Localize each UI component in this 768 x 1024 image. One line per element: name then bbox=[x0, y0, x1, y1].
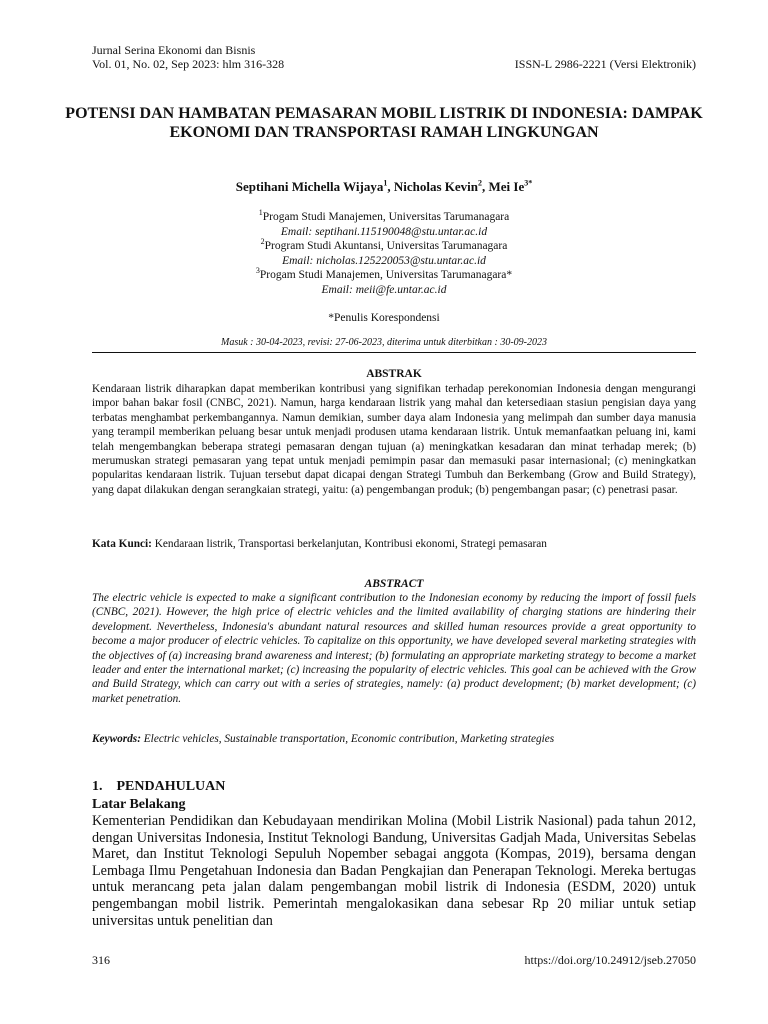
abstrak-heading: ABSTRAK bbox=[366, 368, 422, 380]
doi-link[interactable]: https://doi.org/10.24912/jseb.27050 bbox=[524, 953, 696, 967]
abstrak-text: Kendaraan listrik diharapkan dapat memberikan kontribusi yang signifikan terhadap perekonomian Indonesia dengan mengurangi impor bahan bakar fosil (CNBC, 2021). Namun, harga kendaraan listrik yang mahal dan ketersediaan stasiun pengisian daya yang terbatas menghambat perkembangannya. Namun demikian, sumber daya alam Indonesia yang melimpah dan sumber daya manusia yang terampil memberikan peluang besar untuk menjadi produsen utama kendaraan listrik. Untuk memanfaatkan peluang ini, kami telah mengembangkan beberapa strategi pemasaran dengan tujuan (a) meningkatkan kesadaran dan minat terhadap merek; (b) merumuskan strategi pemasaran yang tepat untuk menjadi pemimpin pasar dan memasuki pasar internasional; (c) meningkatkan popularitas kendaraan listrik. Tujuan tersebut dapat dicapai dengan Strategi Tumbuh dan Berkembang (Grow and Build Strategy), yang dapat dilakukan dengan serangkaian strategi, yaitu: (a) pengembangan produk; (b) pengembangan pasar; (c) penetrasi pasar. bbox=[92, 383, 696, 496]
paper-title: POTENSI DAN HAMBATAN PEMASARAN MOBIL LISTRIK DI INDONESIA: DAMPAK EKONOMI DAN TRANSPORTASI RAMAH LINGKUNGAN bbox=[65, 105, 703, 141]
abstract-text: The electric vehicle is expected to make a significant contribution to the Indonesian economy by reducing the import of fossil fuels (CNBC, 2021). However, the high price of electric vehicles and the limited availability of charging stations are hindering their development. Nevertheless, Indonesia's abundant natural resources and skilled human resources provide a great opportunity to become a major producer of electric vehicles. To capitalize on this opportunity, we have developed several marketing strategies with the objectives of (a) increasing brand awareness and interest; (b) formulating an appropriate marketing strategy to become a market leader and enter the international market; (c) increasing the popularity of electric vehicles. This goal can be achieved with the Grow and Build Strategy, which can carry out with a series of strategies, namely: (a) product development; (b) market development; (c) market penetration. bbox=[92, 592, 696, 705]
author-list: Septihani Michella Wijaya$^1$, Nicholas Kevin$^2$, Mei $Ie^{3*}$ bbox=[235, 178, 533, 194]
affiliation-text: Program Studi Akuntansi, Universitas Tarumanagara bbox=[264, 240, 508, 253]
affiliation bbox=[60, 210, 708, 225]
divider bbox=[92, 352, 696, 353]
affiliation-sup: 1 bbox=[258, 208, 263, 218]
affiliation-sup: 3 bbox=[255, 266, 260, 276]
volume-info: Vol. 01, No. 02, Sep 2023: hlm 316-328 bbox=[92, 57, 285, 71]
page-number: 316 bbox=[92, 953, 110, 967]
body-paragraph: Kementerian Pendidikan dan Kebudayaan mendirikan Molina (Mobil Listrik Nasional) pada tahun 2012, dengan Universitas Indonesia, Institut Teknologi Bandung, Universitas Gadjah Mada, Universitas Sebelas Maret, dan Institut Teknologi Sepuluh Nopember sebagai anggota (Kompas, 2019), bersama dengan Lembaga Ilmu Pengetahuan Indonesia dan Badan Pengkajian dan Penerapan Teknologi. Mereka bertugas untuk merancang peta jalan dalam pengembangan mobil listrik di Indonesia (ESDM, 2020) untuk pengembangan mobil listrik. Pemerintah mengalokasikan dana sebesar Rp 20 miliar untuk setiap universitas untuk penelitian dan bbox=[92, 813, 696, 929]
author-sup: 1 bbox=[383, 178, 388, 188]
keywords-label: Kata Kunci: bbox=[92, 538, 152, 550]
submission-dates: Masuk : 30-04-2023, revisi: 27-06-2023, diterima untuk diterbitkan : 30-09-2023 bbox=[221, 337, 547, 348]
abstract-heading: ABSTRACT bbox=[364, 578, 424, 590]
affiliation-text: Progam Studi Manajemen, Universitas Tarumanagara* bbox=[259, 269, 513, 282]
affiliation-sup: 2 bbox=[260, 237, 265, 247]
affiliation bbox=[60, 239, 708, 254]
keywords bbox=[92, 733, 696, 745]
author-sup: 3* bbox=[524, 178, 533, 188]
issn: ISSN-L 2986-2221 (Versi Elektronik) bbox=[514, 57, 696, 71]
author-sup: 2 bbox=[478, 178, 482, 188]
affiliation-email[interactable] bbox=[60, 225, 708, 240]
corresponding-author-note: *Penulis Korespondensi bbox=[328, 312, 440, 324]
affiliation bbox=[60, 268, 708, 283]
author-name: Mei Ie bbox=[488, 179, 525, 194]
author-name: Nicholas Kevin bbox=[393, 179, 478, 194]
keywords-text: Electric vehicles, Sustainable transportation, Economic contribution, Marketing strategies bbox=[140, 733, 555, 745]
email-text[interactable]: Email: septihani.115190048@stu.untar.ac.id bbox=[280, 225, 488, 238]
keywords-text: Kendaraan listrik, Transportasi berkelanjutan, Kontribusi ekonomi, Strategi pemasaran bbox=[151, 538, 547, 550]
affiliation-email[interactable] bbox=[60, 254, 708, 269]
affiliation-text: Progam Studi Manajemen, Universitas Tarumanagara bbox=[262, 211, 510, 223]
email-text[interactable]: Email: meii@fe.untar.ac.id bbox=[321, 283, 447, 296]
kata-kunci bbox=[92, 538, 696, 550]
author-name: Septihani Michella Wijaya bbox=[235, 179, 384, 194]
affiliation-email[interactable] bbox=[60, 283, 708, 298]
email-text[interactable]: Email: nicholas.125220053@stu.untar.ac.id bbox=[282, 254, 486, 267]
affiliations bbox=[60, 210, 708, 298]
keywords-label: Keywords: bbox=[92, 733, 141, 745]
subsection-heading: Latar Belakang bbox=[92, 797, 186, 812]
section-heading: 1. PENDAHULUAN bbox=[92, 779, 226, 794]
journal-name: Jurnal Serina Ekonomi dan Bisnis bbox=[92, 43, 256, 57]
